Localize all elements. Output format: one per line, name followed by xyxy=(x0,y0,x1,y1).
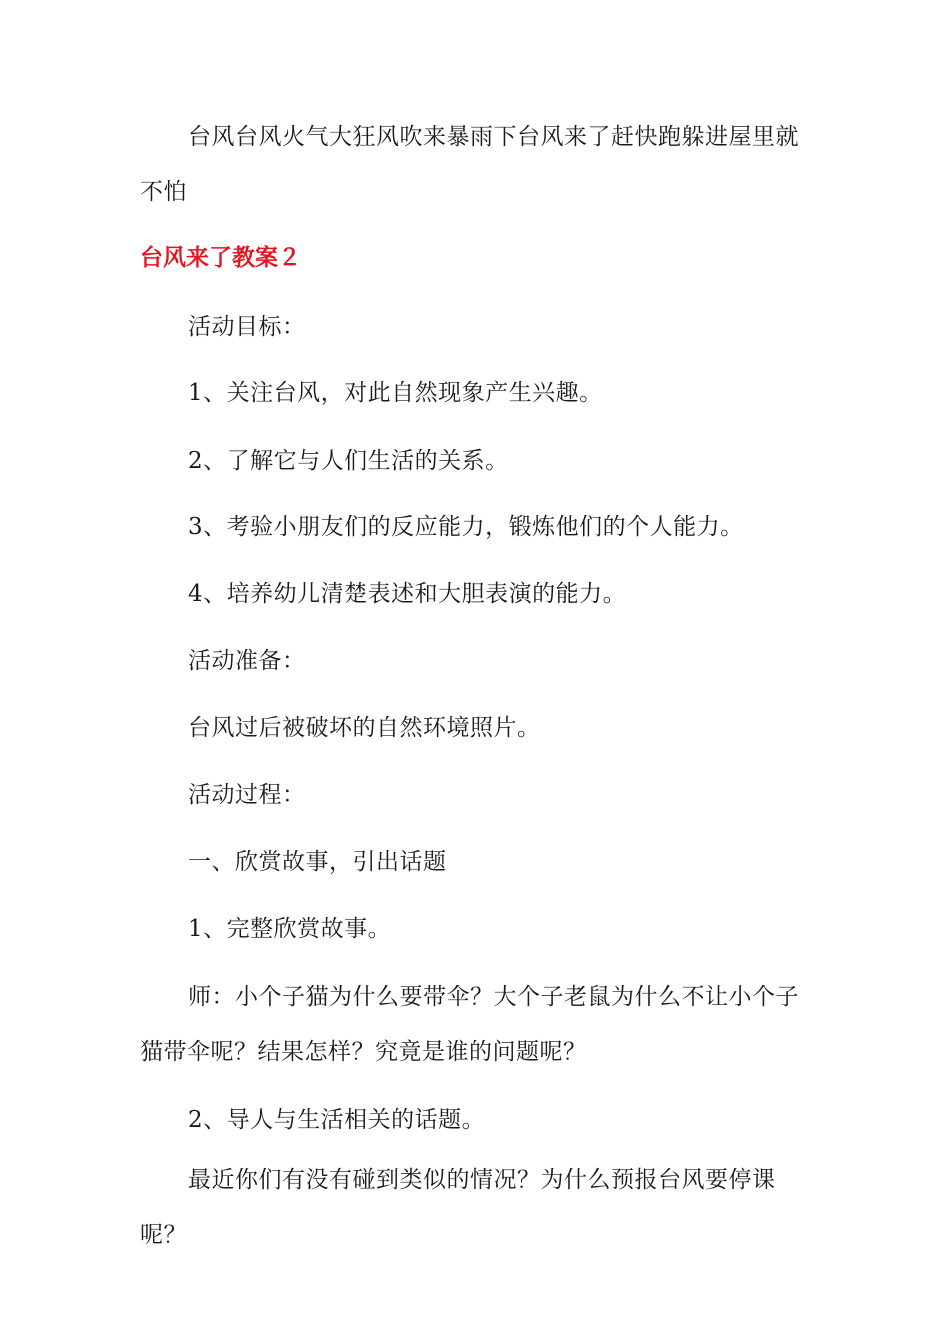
paragraph-recent-question: 最近你们有没有碰到类似的情况？为什么预报台风要停课呢？ xyxy=(140,1167,776,1248)
paragraph-activity-process: 活动过程： xyxy=(188,782,306,808)
paragraph-step-1: 一、欣赏故事，引出话题 xyxy=(188,849,447,875)
paragraph-step-1-1: 1、完整欣赏故事。 xyxy=(188,916,392,942)
paragraph-goal-4: 4、培养幼儿清楚表述和大胆表演的能力。 xyxy=(188,581,627,607)
paragraph-prep-content: 台风过后被破坏的自然环境照片。 xyxy=(188,715,541,741)
section-heading: 台风来了教案２ xyxy=(140,245,301,271)
paragraph-goal-2: 2、了解它与人们生活的关系。 xyxy=(188,448,509,474)
paragraph-goal-3: 3、考验小朋友们的反应能力，锻炼他们的个人能力。 xyxy=(188,514,744,540)
paragraph-step-1-2: 2、导人与生活相关的话题。 xyxy=(188,1107,486,1133)
paragraph-activity-goals: 活动目标： xyxy=(188,314,306,340)
paragraph-goal-1: 1、关注台风，对此自然现象产生兴趣。 xyxy=(188,380,603,406)
paragraph-teacher-question: 师：小个子猫为什么要带伞？大个子老鼠为什么不让小个子猫带伞呢？结果怎样？究竟是谁的问题呢？ xyxy=(140,984,799,1065)
paragraph-activity-prep: 活动准备： xyxy=(188,648,306,674)
intro-verse: 台风台风火气大狂风吹来暴雨下台风来了赶快跑躲进屋里就不怕 xyxy=(140,124,799,205)
